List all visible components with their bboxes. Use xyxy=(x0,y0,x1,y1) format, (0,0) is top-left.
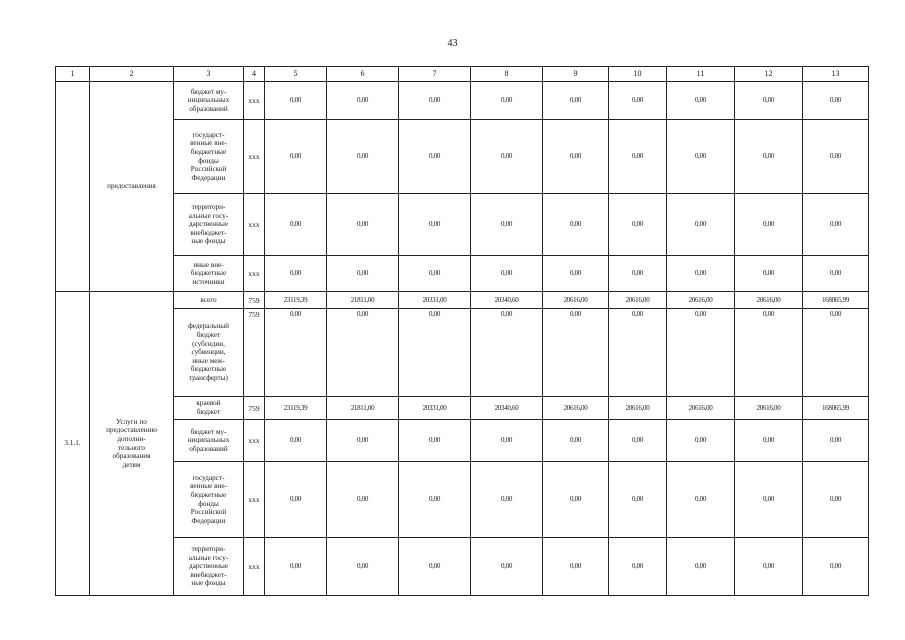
value-cell: 20616,00 xyxy=(667,292,735,309)
column-header: 4 xyxy=(244,67,265,82)
value-cell: 0,00 xyxy=(609,309,667,397)
table-row xyxy=(56,397,869,420)
service-name-cell: предоставления xyxy=(90,82,174,292)
code-cell: 759 xyxy=(244,309,265,397)
funding-source-cell: федеральный бюджет (субсидии, субвенции, иные меж- бюджетные трансферты) xyxy=(174,309,244,397)
code-cell: ххх xyxy=(244,256,265,292)
value-cell: 0,00 xyxy=(609,194,667,256)
value-cell: 20331,00 xyxy=(399,292,471,309)
table-row xyxy=(56,82,869,120)
code-cell: ххх xyxy=(244,462,265,538)
value-cell: 0,00 xyxy=(399,194,471,256)
value-cell: 0,00 xyxy=(327,462,399,538)
value-cell: 20616,00 xyxy=(609,292,667,309)
value-cell: 21811,00 xyxy=(327,292,399,309)
table-row xyxy=(56,292,869,309)
value-cell: 0,00 xyxy=(399,256,471,292)
value-cell: 21811,00 xyxy=(327,397,399,420)
page-number: 43 xyxy=(447,38,458,49)
value-cell: 0,00 xyxy=(609,538,667,596)
column-header: 13 xyxy=(803,67,869,82)
column-header: 9 xyxy=(543,67,609,82)
value-cell: 20340,60 xyxy=(471,397,543,420)
value-cell: 20616,00 xyxy=(735,292,803,309)
funding-source-cell: территори- альные госу- дарственные внебюджет- ные фонды xyxy=(174,538,244,596)
value-cell: 0,00 xyxy=(471,256,543,292)
code-cell: ххх xyxy=(244,120,265,194)
value-cell: 0,00 xyxy=(327,309,399,397)
value-cell: 0,00 xyxy=(471,194,543,256)
code-cell: ххх xyxy=(244,538,265,596)
value-cell: 0,00 xyxy=(399,420,471,462)
value-cell: 0,00 xyxy=(667,194,735,256)
value-cell: 0,00 xyxy=(803,462,869,538)
value-cell: 0,00 xyxy=(803,194,869,256)
value-cell: 0,00 xyxy=(667,256,735,292)
value-cell: 0,00 xyxy=(327,120,399,194)
column-header: 2 xyxy=(90,67,174,82)
budget-table xyxy=(55,66,869,596)
value-cell: 0,00 xyxy=(609,462,667,538)
code-cell: ххх xyxy=(244,82,265,120)
value-cell: 0,00 xyxy=(735,194,803,256)
value-cell: 0,00 xyxy=(265,82,327,120)
row-number-cell: 3.1.1. xyxy=(56,292,90,596)
value-cell: 20616,00 xyxy=(609,397,667,420)
value-cell: 0,00 xyxy=(399,462,471,538)
value-cell: 0,00 xyxy=(667,120,735,194)
column-header: 10 xyxy=(609,67,667,82)
value-cell: 0,00 xyxy=(265,309,327,397)
value-cell: 0,00 xyxy=(735,82,803,120)
value-cell: 0,00 xyxy=(803,309,869,397)
funding-source-cell: территори- альные госу- дарственные внебюджет- ные фонды xyxy=(174,194,244,256)
value-cell: 0,00 xyxy=(471,462,543,538)
value-cell: 0,00 xyxy=(265,194,327,256)
code-cell: ххх xyxy=(244,420,265,462)
value-cell: 20616,00 xyxy=(735,397,803,420)
value-cell: 0,00 xyxy=(609,420,667,462)
value-cell: 0,00 xyxy=(803,538,869,596)
value-cell: 0,00 xyxy=(543,82,609,120)
header-row xyxy=(56,67,869,82)
value-cell: 0,00 xyxy=(471,120,543,194)
funding-source-cell: бюджет му- ниципальных образований xyxy=(174,420,244,462)
value-cell: 20331,00 xyxy=(399,397,471,420)
value-cell: 0,00 xyxy=(609,82,667,120)
value-cell: 20616,00 xyxy=(543,397,609,420)
value-cell: 0,00 xyxy=(543,256,609,292)
value-cell: 0,00 xyxy=(265,256,327,292)
value-cell: 0,00 xyxy=(543,538,609,596)
service-name-cell: Услуги по предоставлению дополни- тельного образования детям xyxy=(90,292,174,596)
value-cell: 23119,39 xyxy=(265,292,327,309)
funding-source-cell: всего xyxy=(174,292,244,309)
value-cell: 0,00 xyxy=(543,309,609,397)
column-header: 5 xyxy=(265,67,327,82)
value-cell: 168065,99 xyxy=(803,397,869,420)
value-cell: 0,00 xyxy=(327,194,399,256)
value-cell: 0,00 xyxy=(471,420,543,462)
value-cell: 0,00 xyxy=(399,120,471,194)
code-cell: 759 xyxy=(244,397,265,420)
value-cell: 0,00 xyxy=(471,309,543,397)
column-header: 6 xyxy=(327,67,399,82)
value-cell: 168065,99 xyxy=(803,292,869,309)
value-cell: 0,00 xyxy=(543,120,609,194)
column-header: 1 xyxy=(56,67,90,82)
code-cell: ххх xyxy=(244,194,265,256)
value-cell: 0,00 xyxy=(735,538,803,596)
value-cell: 0,00 xyxy=(265,462,327,538)
value-cell: 0,00 xyxy=(735,420,803,462)
table-row xyxy=(56,194,869,256)
value-cell: 0,00 xyxy=(471,82,543,120)
table-row xyxy=(56,120,869,194)
value-cell: 0,00 xyxy=(399,309,471,397)
column-header: 11 xyxy=(667,67,735,82)
code-cell: 759 xyxy=(244,292,265,309)
value-cell: 0,00 xyxy=(327,82,399,120)
value-cell: 0,00 xyxy=(803,82,869,120)
value-cell: 20616,00 xyxy=(543,292,609,309)
value-cell: 0,00 xyxy=(667,309,735,397)
value-cell: 0,00 xyxy=(543,462,609,538)
value-cell: 0,00 xyxy=(327,256,399,292)
value-cell: 0,00 xyxy=(667,420,735,462)
value-cell: 0,00 xyxy=(609,256,667,292)
value-cell: 0,00 xyxy=(543,420,609,462)
value-cell: 0,00 xyxy=(265,120,327,194)
funding-source-cell: иные вне- бюджетные источники xyxy=(174,256,244,292)
value-cell: 0,00 xyxy=(803,120,869,194)
value-cell: 0,00 xyxy=(735,309,803,397)
value-cell: 0,00 xyxy=(667,538,735,596)
value-cell: 0,00 xyxy=(471,538,543,596)
funding-source-cell: краевой бюджет xyxy=(174,397,244,420)
value-cell: 0,00 xyxy=(327,420,399,462)
column-header: 7 xyxy=(399,67,471,82)
value-cell: 0,00 xyxy=(399,82,471,120)
funding-source-cell: государст- венные вне- бюджетные фонды Российской Федерации xyxy=(174,462,244,538)
funding-source-cell: бюджет му- ниципальных образований xyxy=(174,82,244,120)
value-cell: 23119,39 xyxy=(265,397,327,420)
value-cell: 0,00 xyxy=(265,538,327,596)
value-cell: 20616,00 xyxy=(667,397,735,420)
column-header: 8 xyxy=(471,67,543,82)
value-cell: 0,00 xyxy=(735,120,803,194)
table-row xyxy=(56,420,869,462)
value-cell: 0,00 xyxy=(265,420,327,462)
value-cell: 0,00 xyxy=(543,194,609,256)
value-cell: 0,00 xyxy=(327,538,399,596)
row-number-cell xyxy=(56,82,90,292)
table-row xyxy=(56,256,869,292)
value-cell: 0,00 xyxy=(803,420,869,462)
value-cell: 20340,60 xyxy=(471,292,543,309)
column-header: 12 xyxy=(735,67,803,82)
value-cell: 0,00 xyxy=(667,462,735,538)
value-cell: 0,00 xyxy=(399,538,471,596)
value-cell: 0,00 xyxy=(735,256,803,292)
funding-source-cell: государст- венные вне- бюджетные фонды Российской Федерации xyxy=(174,120,244,194)
column-header: 3 xyxy=(174,67,244,82)
table-row xyxy=(56,538,869,596)
table-row xyxy=(56,462,869,538)
table-row xyxy=(56,309,869,397)
value-cell: 0,00 xyxy=(667,82,735,120)
value-cell: 0,00 xyxy=(803,256,869,292)
value-cell: 0,00 xyxy=(609,120,667,194)
value-cell: 0,00 xyxy=(735,462,803,538)
